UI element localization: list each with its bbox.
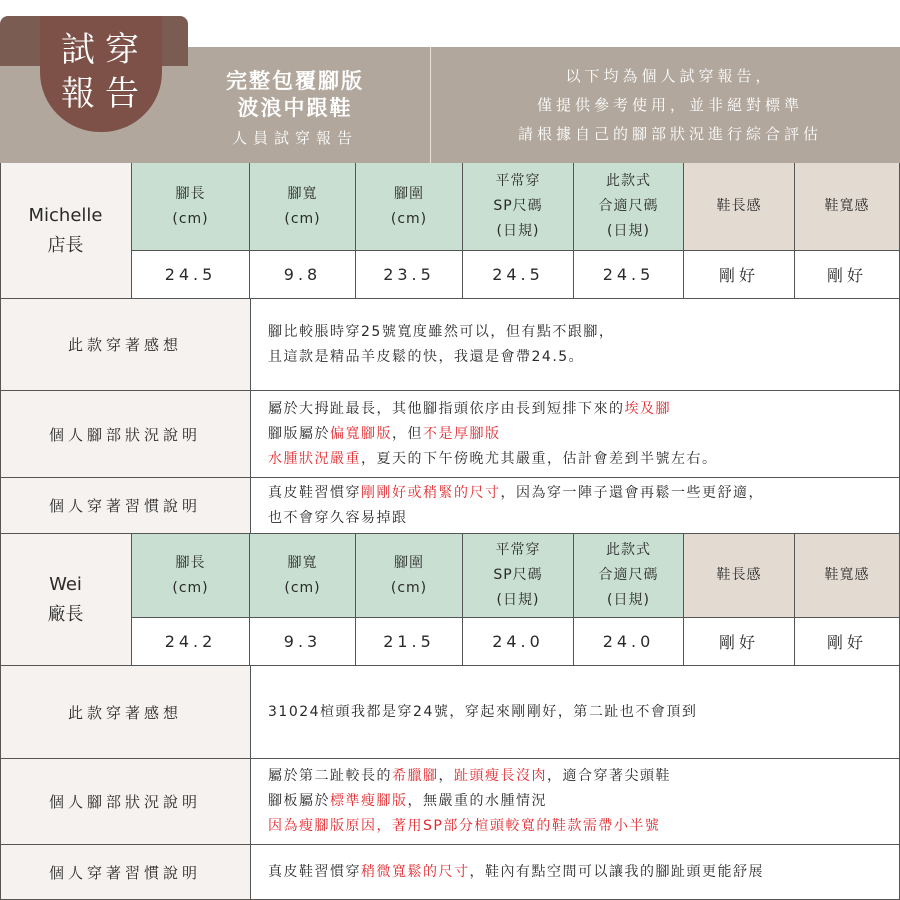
col-header-text: SP尺碼 [493,567,543,583]
foot-description [251,391,900,478]
text-segment: 腳板屬於 [268,793,330,809]
highlight-text: 希臘腳 [392,768,439,784]
col-header-foot-width [250,163,356,251]
col-header-text: 此款式 [606,173,651,189]
col-header-text: 平常穿 [495,542,541,558]
col-header-text: 鞋長感 [716,567,762,583]
value-usual-size: 24.5 [463,251,574,299]
highlight-text: 水腫狀況嚴重 [268,450,361,467]
col-header-text: 腳長 [175,185,206,202]
col-header-text: 合適尺碼 [598,567,659,583]
foot-line [268,764,671,789]
col-header-usual-size [463,534,574,618]
col-header-text: 合適尺碼 [598,198,659,214]
value-usual-size: 24.0 [463,618,574,666]
col-header-text: SP尺碼 [493,198,543,214]
reviewer-name: Wei [49,573,82,595]
col-header-unit: (日規) [496,592,540,608]
text-segment: ，但 [392,425,423,442]
text-segment: ， [438,768,454,784]
highlight-text: 偏寬腳版 [330,425,392,442]
row-label-habit: 個人穿著習慣說明 [0,845,251,900]
col-header-text: 此款式 [606,542,651,558]
value-foot-width: 9.3 [250,618,356,666]
value-foot-width: 9.8 [250,251,356,299]
col-header-text: 腳圍 [393,185,424,202]
col-header-text: 鞋寬感 [824,198,870,214]
highlight-text: 埃及腳 [624,400,671,417]
col-header-unit: (日規) [496,223,540,239]
col-header-unit: (cm) [390,579,428,596]
foot-line [268,789,671,814]
reviewer-name: Michelle [28,204,103,226]
text-segment: ，因為穿一陣子還會再鬆一些更舒適， [500,484,764,501]
product-name-line-1: 完整包覆腳版 [226,69,364,93]
trial-report-tag [40,16,162,132]
header-divider [430,47,431,163]
value-width-feel: 剛好 [795,251,900,299]
value-foot-length: 24.2 [132,618,250,666]
col-header-fit-size [574,163,684,251]
highlight-text: 不是厚腳版 [423,425,501,442]
reviewer-name-cell [0,534,132,666]
col-header-text: 鞋長感 [716,198,762,214]
col-header-length-feel [684,163,795,251]
habit-line [268,481,764,506]
highlight-text: 稍微寬鬆的尺寸 [361,863,470,880]
value-foot-girth: 23.5 [356,251,463,299]
product-name-line-2: 波浪中跟鞋 [237,96,353,120]
col-header-width-feel [795,163,900,251]
row-label-impression: 此款穿著感想 [0,299,251,391]
notice-line-1: 以下均為個人試穿報告， [565,67,775,85]
col-header-text: 平常穿 [495,173,541,189]
col-header-length-feel [684,534,795,618]
value-length-feel: 剛好 [684,618,795,666]
col-header-unit: (cm) [172,579,209,596]
impression-text [251,666,900,759]
habit-description [251,478,900,534]
col-header-usual-size [463,163,574,251]
value-fit-size: 24.5 [574,251,684,299]
highlight-text: 剛剛好或稍緊的尺寸 [361,484,501,501]
text-segment: ，無嚴重的水腫情況 [407,793,547,809]
foot-line [268,397,718,422]
text-segment: 屬於第二趾較長的 [268,768,392,784]
product-subtitle: 人員試穿報告 [231,129,358,147]
col-header-foot-length [132,163,250,251]
reviewer-role: 廠長 [47,603,84,625]
row-label-habit: 個人穿著習慣說明 [0,478,251,534]
col-header-foot-width [250,534,356,618]
value-length-feel: 剛好 [684,251,795,299]
foot-description [251,759,900,845]
product-title [190,68,400,148]
col-header-foot-girth [356,534,463,618]
notice-line-2: 僅提供參考使用，並非絕對標準 [536,96,803,114]
habit-line: 也不會穿久容易掉跟 [268,509,408,526]
col-header-text: 腳寬 [287,554,318,571]
impression-line: 腳比較脹時穿25號寬度雖然可以，但有點不跟腳， [268,323,615,340]
col-header-text: 腳圍 [393,554,424,571]
col-header-text: 腳長 [175,554,206,571]
text-segment: 真皮鞋習慣穿 [268,484,361,501]
text-segment: 真皮鞋習慣穿 [268,863,361,880]
highlight-text: 趾頭瘦長沒肉 [454,768,547,784]
col-header-unit: (cm) [172,210,209,227]
tag-line-1: 試穿 [61,30,149,70]
text-segment: 腳版屬於 [268,425,330,442]
impression-line: 31024楦頭我都是穿24號，穿起來剛剛好，第二趾也不會頂到 [268,703,698,720]
habit-description [251,845,900,900]
text-segment: 屬於大拇趾最長，其他腳指頭依序由長到短排下來的 [268,400,625,417]
col-header-text: 鞋寬感 [824,567,870,583]
col-header-foot-length [132,534,250,618]
value-width-feel: 剛好 [795,618,900,666]
col-header-unit: (日規) [607,223,650,239]
impression-text [251,299,900,391]
text-segment: ，適合穿著尖頭鞋 [547,768,671,784]
foot-line [268,447,718,472]
col-header-fit-size [574,534,684,618]
row-label-impression: 此款穿著感想 [0,666,251,759]
row-label-foot: 個人腳部狀況說明 [0,391,251,478]
habit-line [268,860,764,885]
row-label-foot: 個人腳部狀況說明 [0,759,251,845]
impression-line: 且這款是精品羊皮鬆的快，我還是會帶24.5。 [268,348,585,365]
text-segment: ，夏天的下午傍晚尤其嚴重，估計會差到半號左右。 [361,450,718,467]
highlight-text: 標準瘦腳版 [330,793,408,809]
col-header-unit: (日規) [607,592,650,608]
tag-line-2: 報告 [61,74,149,114]
reviewer-role: 店長 [47,234,84,256]
foot-line [268,422,718,447]
text-segment: ，鞋內有點空間可以讓我的腳趾頭更能舒展 [469,863,764,880]
disclaimer-notice [450,62,890,149]
col-header-foot-girth [356,163,463,251]
col-header-unit: (cm) [390,210,428,227]
col-header-unit: (cm) [284,210,321,227]
highlight-text: 因為瘦腳版原因，著用SP部分楦頭較寬的鞋款需帶小半號 [268,818,661,834]
value-foot-length: 24.5 [132,251,250,299]
reviewer-name-cell [0,163,132,299]
value-foot-girth: 21.5 [356,618,463,666]
col-header-text: 腳寬 [287,185,318,202]
col-header-unit: (cm) [284,579,321,596]
value-fit-size: 24.0 [574,618,684,666]
col-header-width-feel [795,534,900,618]
notice-line-3: 請根據自己的腳部狀況進行綜合評估 [517,125,822,143]
